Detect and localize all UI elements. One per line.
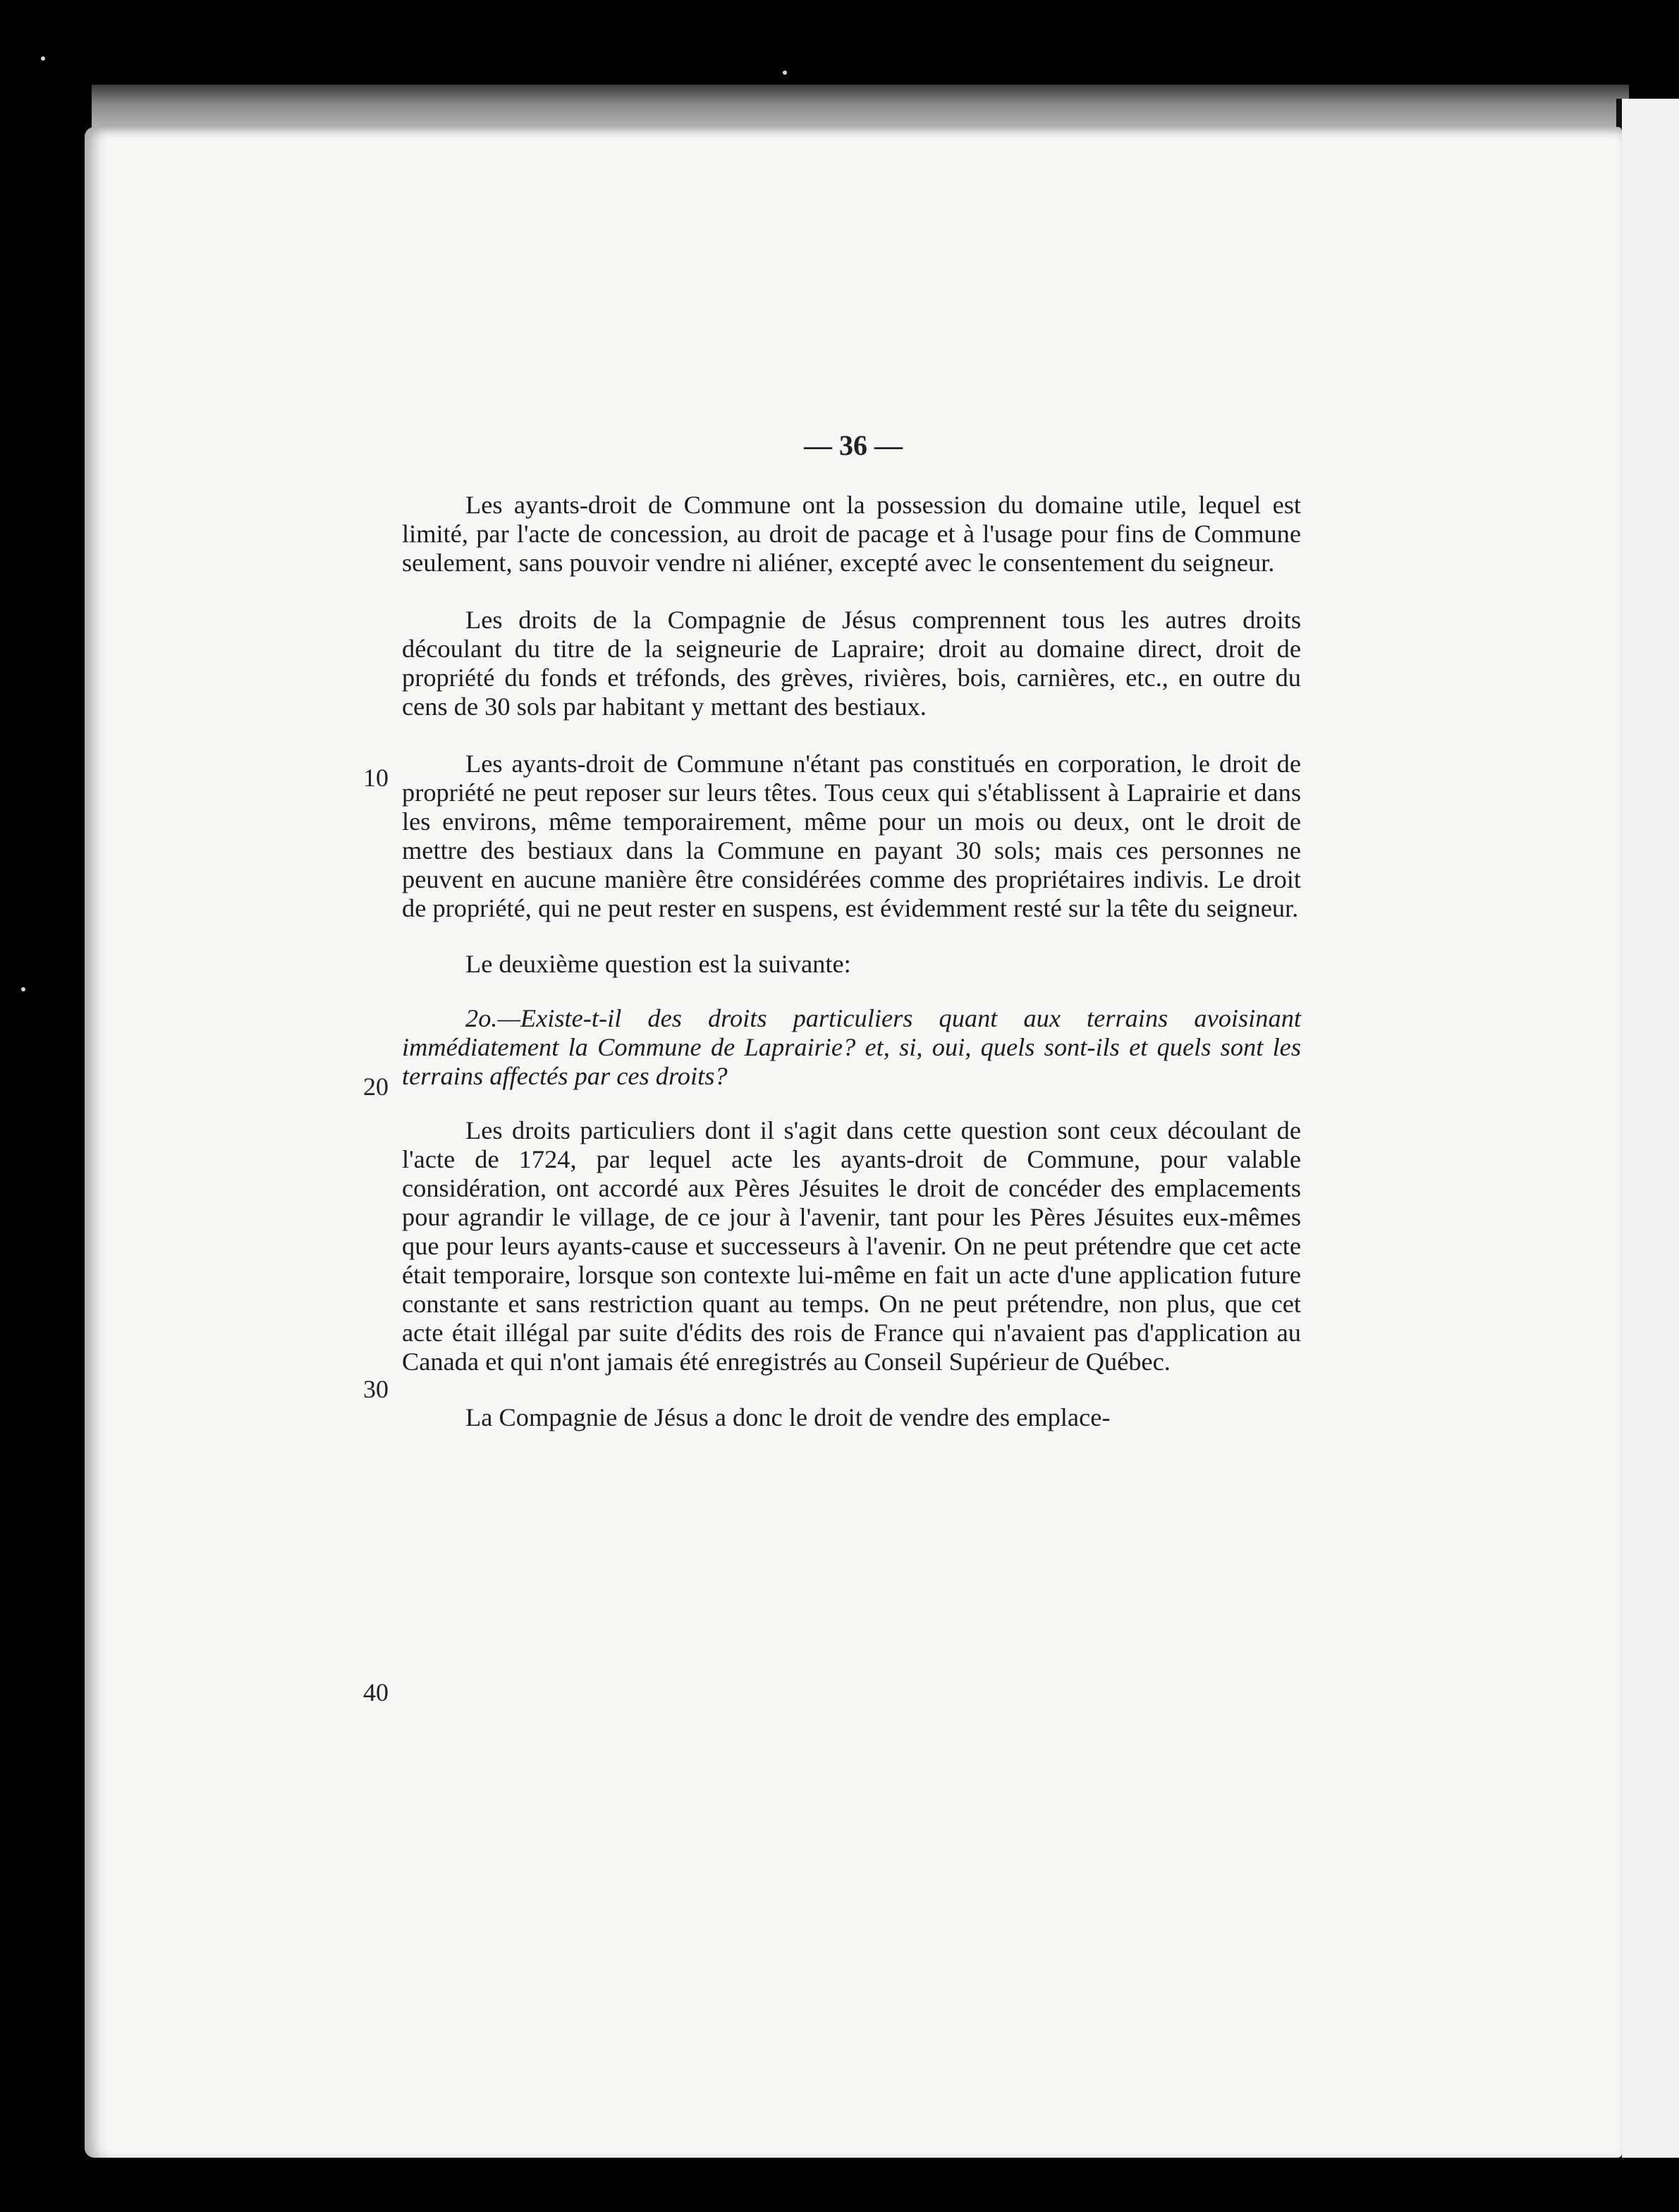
paragraph-4: Le deuxième question est la suivante:	[465, 950, 851, 978]
text-block	[402, 423, 1301, 1432]
line-number-20: 20	[363, 1073, 389, 1101]
paragraph-5: 2o.—Existe-t-il des droits particuliers quant aux terrains avoisinant immédiatement la Commune de Laprairie? et, si, oui, quels sont-ils et quels sont les terrains affectés par ces droits?	[402, 1004, 1301, 1090]
line-number-40: 40	[363, 1678, 389, 1706]
scan-speck	[783, 71, 787, 75]
next-page-edge	[1616, 99, 1679, 2158]
paragraph-1: Les ayants-droit de Commune ont la possession du domaine utile, lequel est limité, par l'acte de concession, au droit de pacage et à l'usage pour fins de Commune seulement, sans pouvoir vendre ni aliéner, excepté avec le consentement du seigneur.	[402, 491, 1301, 577]
scan-speck	[41, 56, 45, 61]
paragraph-3: Les ayants-droit de Commune n'étant pas constitués en corporation, le droit de propriété ne peut reposer sur leurs têtes. Tous ceux qui s'établissent à Laprairie et dans les environs, même temporairement, même pour un mois ou deux, ont le droit de mettre des bestiaux dans la Commune en payant 30 sols; mais ces personnes ne peuvent en aucune manière être considérées comme des propriétaires indivis. Le droit de propriété, qui ne peut rester en suspens, est évidemment resté sur la tête du seigneur.	[402, 750, 1301, 922]
paragraph-6: Les droits particuliers dont il s'agit dans cette question sont ceux découlant de l'acte de 1724, par lequel acte les ayants-droit de Commune, pour valable considération, ont accordé aux Pères Jésuites le droit de concéder des emplacements pour agrandir le village, de ce jour à l'avenir, tant pour les Pères Jésuites eux-mêmes que pour leurs ayants-cause et successeurs à l'avenir. On ne peut prétendre que cet acte était temporaire, lorsque son contexte lui-même en fait un acte d'une application future constante et sans restriction quant au temps. On ne peut prétendre, non plus, que cet acte était illégal par suite d'édits des rois de France qui n'avaient pas d'application au Canada et qui n'ont jamais été enregistrés au Conseil Supérieur de Québec.	[402, 1116, 1301, 1376]
page-number: — 36 —	[804, 429, 903, 461]
paragraph-7: La Compagnie de Jésus a donc le droit de vendre des emplace-	[465, 1403, 1111, 1431]
scan-speck	[21, 987, 25, 991]
line-number-10: 10	[363, 764, 389, 792]
line-number-30: 30	[363, 1375, 389, 1403]
paragraph-2: Les droits de la Compagnie de Jésus comprennent tous les autres droits découlant du titre de la seigneurie de Lapraire; droit au domaine direct, droit de propriété du fonds et tréfonds, des grèves, rivières, bois, carnières, etc., en outre du cens de 30 sols par habitant y mettant des bestiaux.	[402, 606, 1301, 721]
